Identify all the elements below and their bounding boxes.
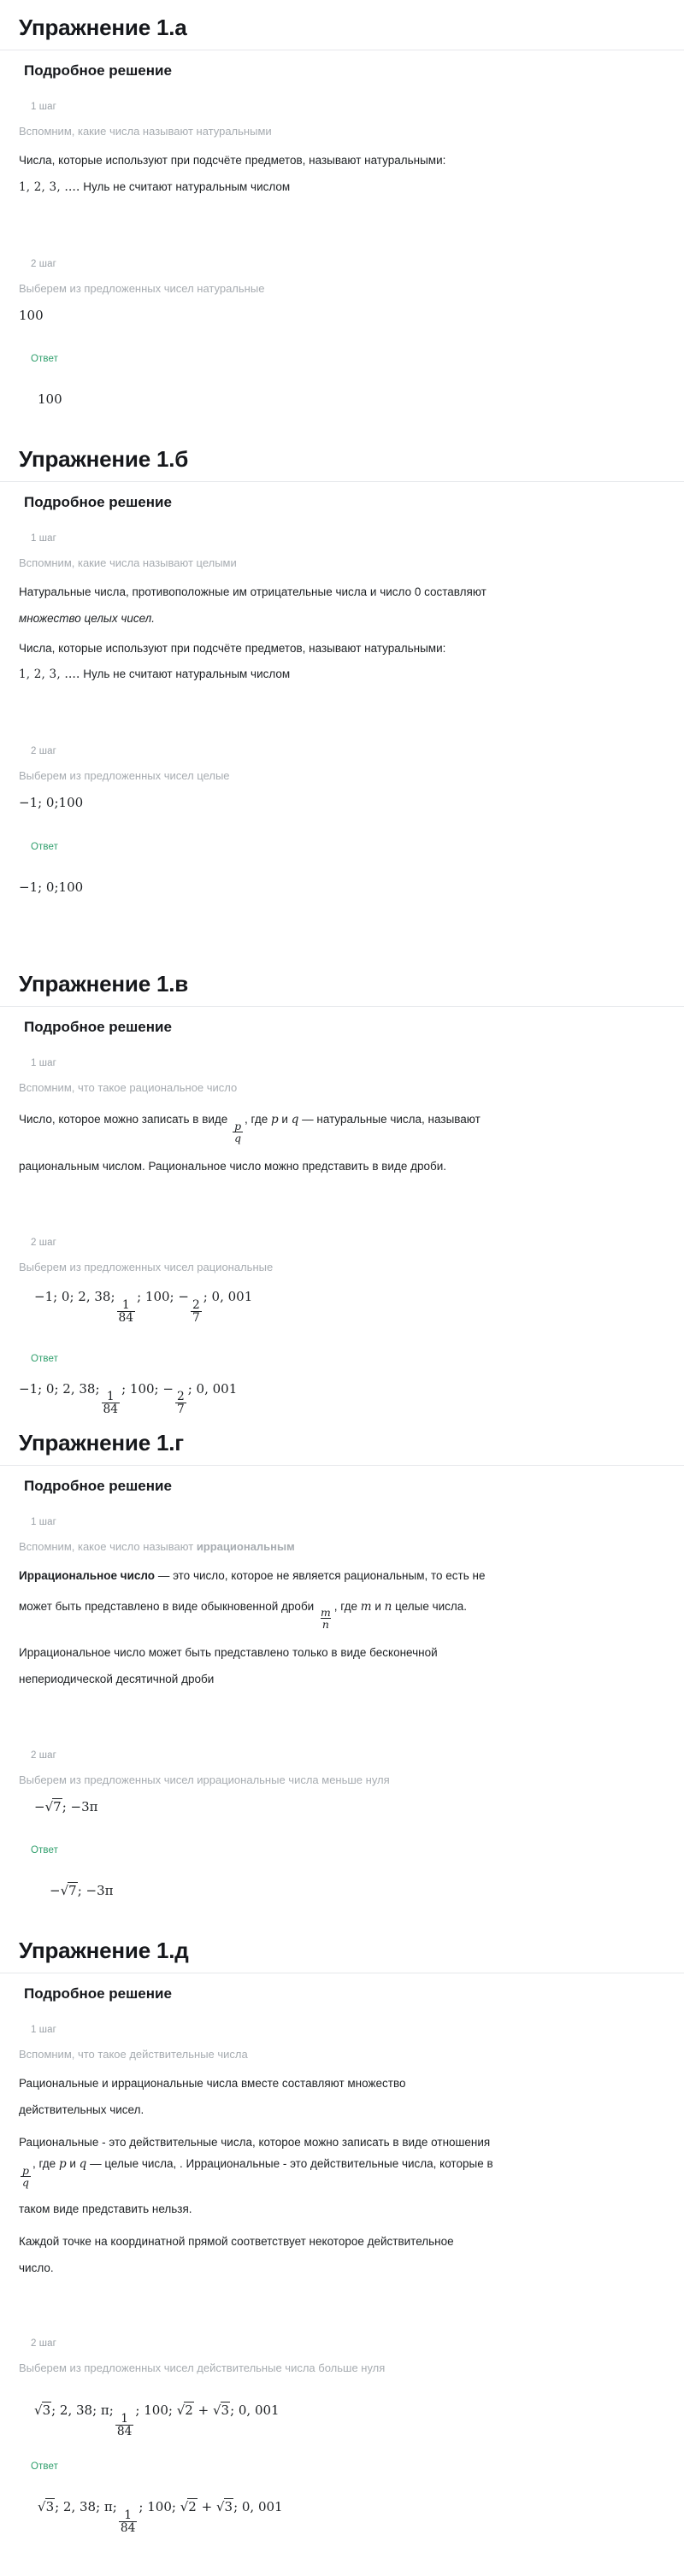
square-root-icon: √3 <box>38 2499 55 2515</box>
fraction-denominator: n <box>321 1618 329 1632</box>
step-prompt <box>0 1527 684 1556</box>
variable-q: q <box>79 2157 87 2172</box>
conjunction: и <box>281 1113 288 1126</box>
step-body-line-1 <box>0 1097 684 1143</box>
step-body-line-3 <box>0 657 684 685</box>
step-2 <box>0 724 684 812</box>
answer-label: Ответ <box>31 841 58 852</box>
value-part-b: ; 100; − <box>121 1380 174 1397</box>
spacer <box>0 897 684 956</box>
fraction-p-over-q <box>233 1120 243 1144</box>
step-prompt: Вспомним, какие числа называют целыми <box>19 556 237 569</box>
step-body-line-2-rest: Нуль не считают натуральным числом <box>83 179 291 193</box>
term-definition: — это число, которое не является рациональным, то есть не <box>157 1568 486 1582</box>
step-label: 2 шаг <box>31 1750 56 1761</box>
text-mid: , где <box>245 1113 268 1126</box>
step-2 <box>0 237 684 325</box>
step-1 <box>0 79 684 197</box>
step-body-line-2 <box>0 170 684 197</box>
step-prompt: Выберем из предложенных чисел целые <box>19 769 230 783</box>
radicand: 2 <box>185 2403 193 2419</box>
exercise-1b <box>0 432 684 956</box>
step-prompt: Выберем из предложенных чисел действительные числа больше нуля <box>19 2361 386 2375</box>
fraction-1-over-84 <box>115 2413 134 2438</box>
value-part-a: ; 2, 38; π; <box>51 2403 114 2419</box>
value-part-b: ; 100; − <box>137 1289 189 1305</box>
exercise-1v <box>0 956 684 1415</box>
value-sign: − <box>50 1883 61 1899</box>
fraction-1-over-84 <box>117 1299 136 1325</box>
spacer <box>0 2277 684 2316</box>
step-body-line-1: Рациональные и иррациональные числа вместе составляют множество <box>19 2076 406 2090</box>
emphasis-text: множество целых чисел. <box>19 611 156 625</box>
exercise-title: Упражнение 1.б <box>19 445 189 472</box>
fraction-denominator: 84 <box>103 1403 119 1417</box>
step-body-line-2: рациональным числом. Рациональное число можно представить в виде дроби. <box>19 1159 447 1173</box>
fraction-numerator: 2 <box>192 1297 200 1312</box>
spacer <box>0 1176 684 1215</box>
solution-heading: Подробное решение <box>24 62 172 79</box>
square-root-icon: √7 <box>44 1798 62 1814</box>
solution-heading: Подробное решение <box>24 493 172 510</box>
exercise-title: Упражнение 1.а <box>19 15 187 40</box>
math-inline: 1, 2, 3, …. <box>19 179 80 194</box>
radicand: 3 <box>45 2499 55 2515</box>
text-mid: , где <box>333 1599 357 1613</box>
exercise-title: Упражнение 1.в <box>19 971 189 997</box>
step-result-value <box>0 2377 684 2438</box>
solution-heading: Подробное решение <box>24 1018 172 1035</box>
square-root-icon: √7 <box>60 1883 77 1899</box>
prompt-emphasis: иррациональным <box>196 1539 295 1553</box>
step-body-line-3: Рациональные - это действительные числа, которое можно записать в виде отношения <box>19 2135 491 2149</box>
term-emphasis: Иррациональное число <box>19 1568 156 1582</box>
solution-heading: Подробное решение <box>24 1985 172 2002</box>
plus-sign: + <box>198 2403 209 2419</box>
step-result-value <box>0 1275 684 1324</box>
fraction-1-over-84 <box>102 1391 121 1416</box>
radicand: 3 <box>224 2499 233 2515</box>
fraction-denominator: q <box>234 1131 242 1144</box>
step-label: 1 шаг <box>31 102 56 113</box>
solution-heading: Подробное решение <box>24 1477 172 1494</box>
fraction-denominator: 84 <box>116 2425 133 2438</box>
square-root-icon: √2 <box>176 2403 193 2419</box>
variable-n: n <box>384 1599 392 1614</box>
value-part-b: ; 100; <box>135 2403 173 2419</box>
conjunction: и <box>69 2157 76 2171</box>
answer-value: 100 <box>38 391 62 408</box>
radicand: 7 <box>68 1883 77 1899</box>
step-result-value <box>0 1789 684 1817</box>
exercise-title: Упражнение 1.г <box>19 1429 184 1456</box>
radicand: 7 <box>53 1798 62 1814</box>
text-before-fraction: может быть представлено в виде обыкновенной дроби <box>19 1599 315 1613</box>
step-1 <box>0 511 684 685</box>
step-prompt: Выберем из предложенных чисел натуральные <box>19 281 265 295</box>
text-mid: , где <box>32 2157 56 2171</box>
fraction-denominator: 84 <box>120 2521 136 2536</box>
radicand: 3 <box>42 2403 51 2419</box>
fraction-denominator: 7 <box>176 1403 185 1417</box>
step-label: 2 шаг <box>31 258 56 269</box>
step-label: 1 шаг <box>31 2024 56 2035</box>
step-prompt: Выберем из предложенных чисел иррациональные числа меньше нуля <box>19 1773 390 1786</box>
exercise-1g <box>0 1415 684 1923</box>
value-sign: − <box>34 1798 45 1814</box>
fraction-denominator: 84 <box>118 1311 134 1326</box>
square-root-icon: √3 <box>34 2403 51 2419</box>
step-label: 2 шаг <box>31 746 56 757</box>
value-part-c: ; 0, 001 <box>233 2499 283 2515</box>
spacer <box>0 1689 684 1728</box>
spacer <box>0 1901 684 1923</box>
step-body-line-5: таком виде представить нельзя. <box>19 2202 192 2215</box>
value-part-c: ; 0, 001 <box>230 2403 280 2419</box>
text-after-fraction: — натуральные числа, называют <box>302 1113 481 1126</box>
variable-m: m <box>360 1599 372 1614</box>
variable-p: p <box>271 1113 279 1127</box>
fraction-numerator: 1 <box>124 2508 133 2522</box>
exercise-1d <box>0 1923 684 2535</box>
fraction-numerator: 2 <box>176 1389 185 1403</box>
answer-value: −1; 0;100 <box>19 879 84 895</box>
value-rest: ; −3π <box>62 1798 98 1814</box>
step-prompt: Вспомним, какие числа называют натуральными <box>19 125 272 138</box>
value-part-a: −1; 0; 2, 38; <box>19 1380 100 1397</box>
step-1 <box>0 1036 684 1175</box>
step-body-line-7: число. <box>19 2261 54 2274</box>
fraction-numerator: p <box>234 1119 242 1132</box>
answer-label: Ответ <box>31 1845 58 1856</box>
step-result-value: 100 <box>19 307 44 323</box>
plus-sign: + <box>201 2499 213 2515</box>
spacer <box>0 409 684 432</box>
answer-value <box>0 1364 684 1417</box>
step-body-line-1: Натуральные числа, противоположные им отрицательные числа и число 0 составляют <box>19 585 486 598</box>
step-body-line-2 <box>0 1585 684 1630</box>
step-prompt: Вспомним, что такое действительные числа <box>19 2047 248 2061</box>
answer-value <box>0 1856 684 1901</box>
fraction-denominator: q <box>22 2175 29 2189</box>
square-root-icon: √2 <box>180 2499 197 2515</box>
answer-value <box>0 2472 684 2534</box>
step-body-line-1-emphasis <box>0 602 684 628</box>
spacer <box>0 197 684 237</box>
radicand: 3 <box>221 2403 230 2419</box>
step-1 <box>0 2003 684 2277</box>
fraction-p-over-q <box>21 2165 31 2188</box>
fraction-numerator: 1 <box>121 2411 129 2426</box>
fraction-numerator: 1 <box>106 1389 115 1403</box>
fraction-denominator: 7 <box>192 1311 200 1326</box>
step-body-line-3-rest: Нуль не считают натуральным числом <box>83 668 291 681</box>
fraction-2-over-7 <box>175 1391 186 1416</box>
fraction-numerator: m <box>320 1606 331 1620</box>
fraction-numerator: p <box>22 2163 29 2177</box>
fraction-1-over-84 <box>119 2509 138 2535</box>
step-label: 1 шаг <box>31 1516 56 1527</box>
answer-label: Ответ <box>31 354 58 365</box>
step-label: 1 шаг <box>31 532 56 544</box>
value-part-b: ; 100; <box>139 2499 176 2515</box>
variable-p: p <box>58 2157 67 2172</box>
exercise-title: Упражнение 1.д <box>19 1937 189 1963</box>
square-root-icon: √3 <box>212 2403 230 2419</box>
value-part-a: −1; 0; 2, 38; <box>34 1289 115 1305</box>
step-2 <box>0 2316 684 2438</box>
step-label: 1 шаг <box>31 1058 56 1069</box>
value-part-c: ; 0, 001 <box>187 1380 238 1397</box>
step-label: 2 шаг <box>31 1237 56 1248</box>
conjunction: и <box>374 1599 381 1613</box>
step-2 <box>0 1215 684 1325</box>
fraction-m-over-n <box>319 1607 333 1630</box>
step-body-line-1 <box>0 1556 684 1585</box>
step-result-value: −1; 0;100 <box>19 795 84 811</box>
step-body-line-2: Числа, которые используют при подсчёте предметов, называют натуральными: <box>19 641 446 655</box>
step-body-line-1: Числа, которые используют при подсчёте предметов, называют натуральными: <box>19 154 446 168</box>
answer-label: Ответ <box>31 1353 58 1364</box>
variable-q: q <box>291 1113 299 1127</box>
fraction-2-over-7 <box>191 1299 202 1325</box>
fraction-numerator: 1 <box>121 1297 130 1312</box>
step-body-line-6: Каждой точке на координатной прямой соответствует некоторое действительное <box>19 2234 454 2248</box>
step-prompt: Выберем из предложенных чисел рациональные <box>19 1260 274 1273</box>
prompt-text: Вспомним, какое число называют <box>19 1539 194 1553</box>
step-body-line-4: непериодической десятичной дроби <box>19 1672 215 1685</box>
step-body-line-3: Иррациональное число может быть представлено только в виде бесконечной <box>19 1646 438 1660</box>
value-part-a: ; 2, 38; π; <box>55 2499 117 2515</box>
step-label: 2 шаг <box>31 2338 56 2350</box>
spacer <box>0 685 684 724</box>
exercise-1a <box>0 0 684 432</box>
text-after-fraction: — целые числа, . Иррациональные - это действительные числа, которые в <box>90 2157 493 2171</box>
value-rest: ; −3π <box>77 1883 114 1899</box>
math-inline: 1, 2, 3, …. <box>19 668 80 682</box>
value-part-c: ; 0, 001 <box>203 1289 253 1305</box>
step-body-line-2: действительных чисел. <box>19 2103 144 2116</box>
step-body-line-4 <box>0 2151 684 2187</box>
step-1 <box>0 1495 684 1689</box>
text-before-fraction: Число, которое можно записать в виде <box>19 1113 228 1126</box>
step-prompt: Вспомним, что такое рациональное число <box>19 1081 238 1095</box>
text-after-fraction: целые числа. <box>395 1599 468 1613</box>
radicand: 2 <box>188 2499 197 2515</box>
square-root-icon: √3 <box>215 2499 233 2515</box>
step-2 <box>0 1728 684 1816</box>
answer-label: Ответ <box>31 2461 58 2473</box>
